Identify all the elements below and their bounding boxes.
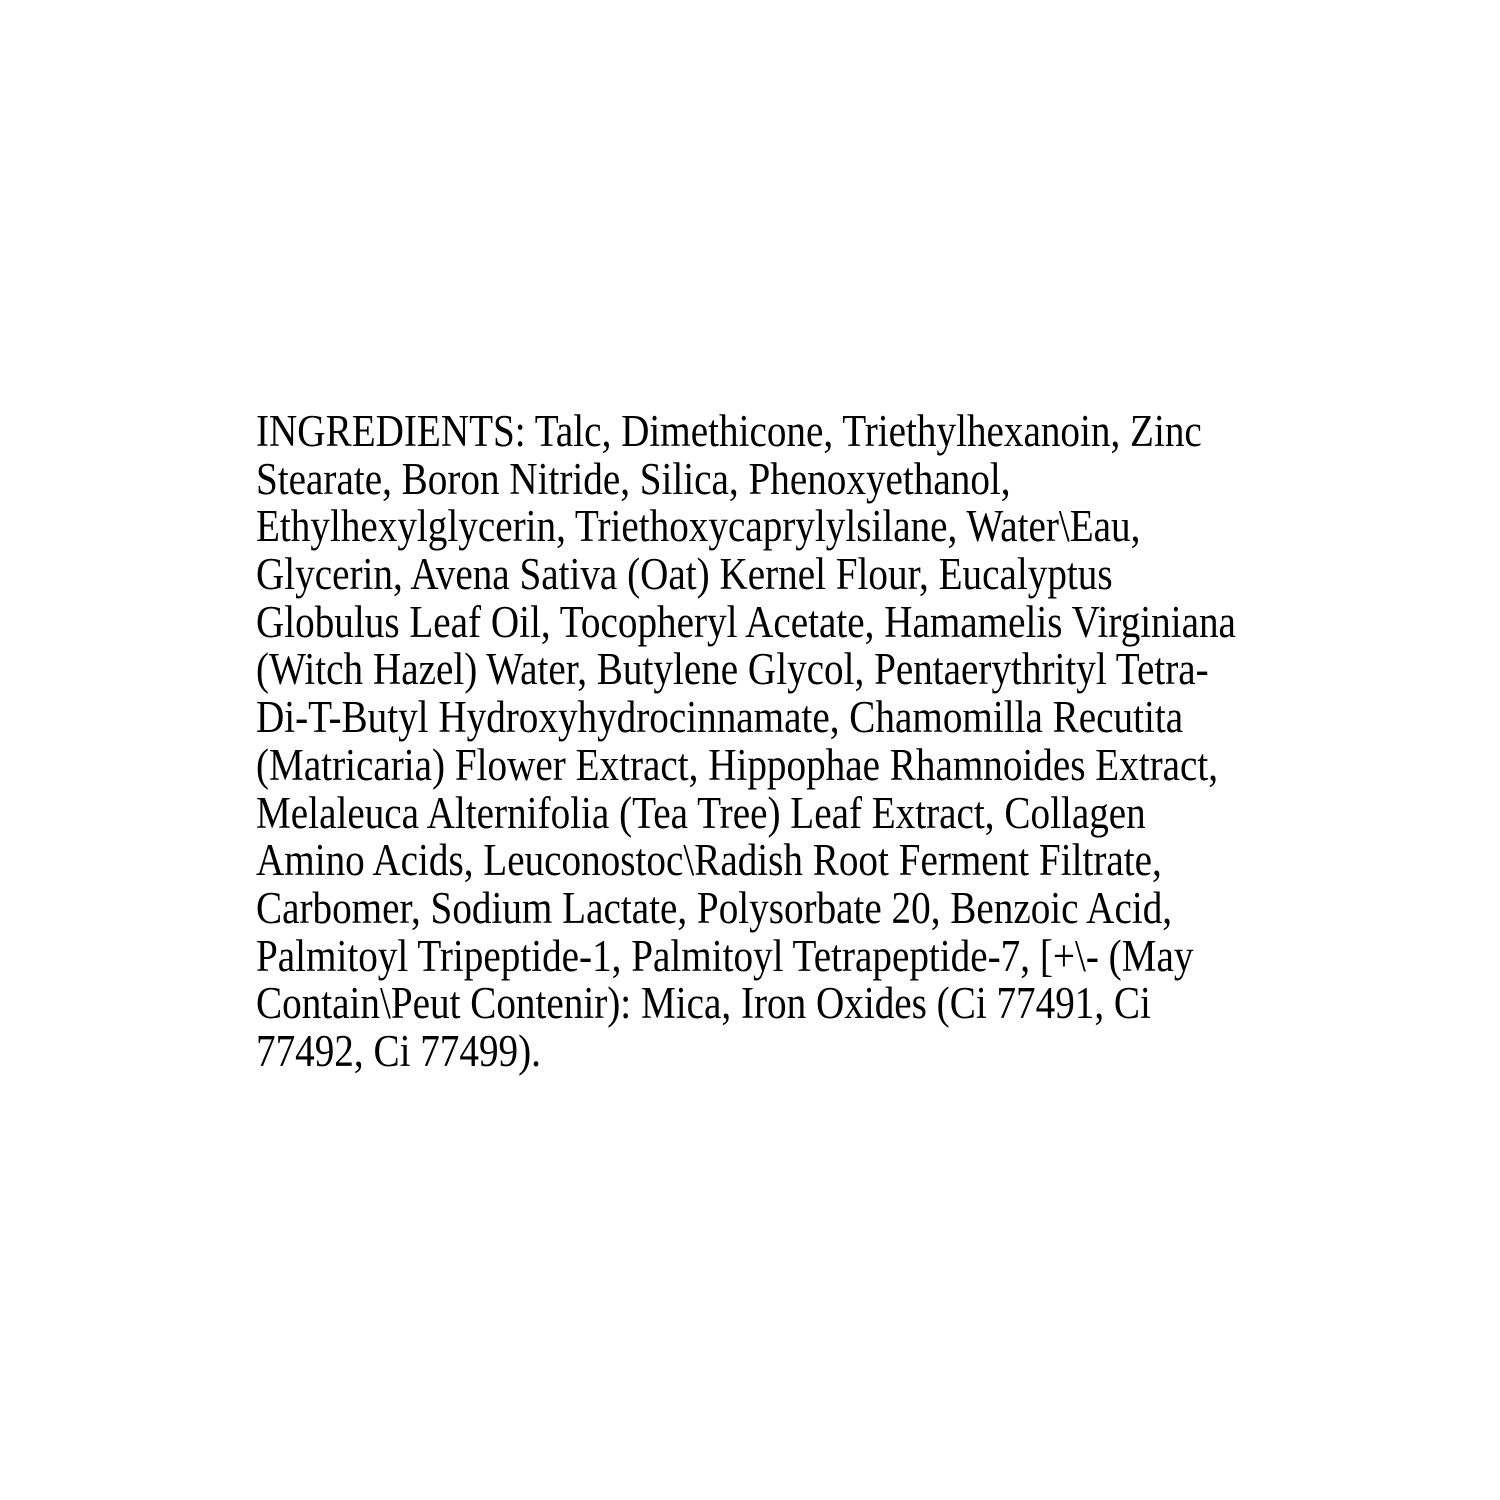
- ingredients-line: Carbomer, Sodium Lactate, Polysorbate 20, Benzoic Acid,: [256, 882, 1173, 933]
- ingredients-line: Globulus Leaf Oil, Tocopheryl Acetate, Hamamelis Virginiana: [256, 596, 1236, 647]
- ingredients-line: INGREDIENTS: Talc, Dimethicone, Triethylhexanoin, Zinc: [256, 406, 1202, 456]
- ingredients-text: [256, 408, 1236, 1076]
- ingredients-line: (Witch Hazel) Water, Butylene Glycol, Pentaerythrityl Tetra-: [256, 644, 1209, 695]
- ingredients-line: (Matricaria) Flower Extract, Hippophae Rhamnoides Extract,: [256, 739, 1219, 790]
- ingredients-line: Melaleuca Alternifolia (Tea Tree) Leaf Extract, Collagen: [256, 787, 1146, 838]
- ingredients-line: Ethylhexylglycerin, Triethoxycaprylylsilane, Water\Eau,: [256, 501, 1141, 552]
- ingredients-line: Amino Acids, Leuconostoc\Radish Root Ferment Filtrate,: [256, 835, 1162, 886]
- ingredients-line: Glycerin, Avena Sativa (Oat) Kernel Flour, Eucalyptus: [256, 549, 1113, 600]
- ingredients-line: 77492, Ci 77499).: [256, 1025, 541, 1076]
- ingredients-line: Stearate, Boron Nitride, Silica, Phenoxyethanol,: [256, 453, 1011, 504]
- ingredients-line: Palmitoyl Tripeptide-1, Palmitoyl Tetrapeptide-7, [+\- (May: [256, 930, 1194, 981]
- ingredients-line: Di-T-Butyl Hydroxyhydrocinnamate, Chamomilla Recutita: [256, 692, 1184, 743]
- ingredients-line: Contain\Peut Contenir): Mica, Iron Oxides (Ci 77491, Ci: [256, 978, 1151, 1029]
